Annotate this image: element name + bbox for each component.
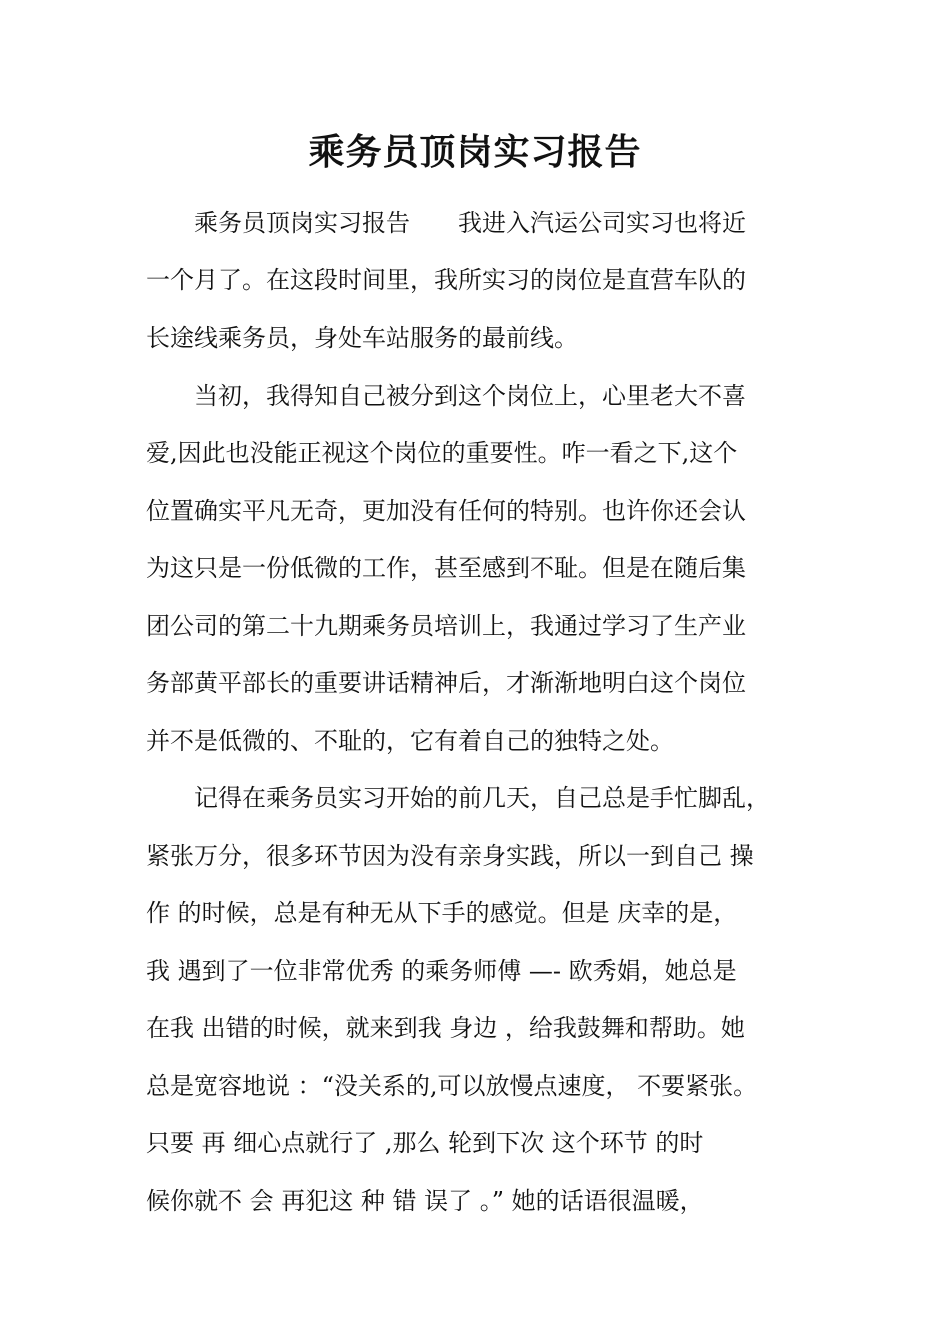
body-line: 位置确实平凡无奇，更加没有任何的特别。也许你还会认 — [146, 497, 746, 525]
body-line: 作 的时候，总是有种无从下手的感觉。但是 庆幸的是， — [146, 899, 738, 927]
body-line: 只要 再 细心点就行了 ,那么 轮到下次 这个环节 的时 — [146, 1129, 704, 1157]
body-line: 当初，我得知自己被分到这个岗位上，心里老大不喜 — [146, 382, 746, 410]
body-line: 并不是低微的、不耻的，它有着自己的独特之处。 — [146, 727, 674, 755]
body-line: 乘务员顶岗实习报告 我进入汽运公司实习也将近 — [146, 209, 746, 237]
body-line: 紧张万分，很多环节因为没有亲身实践，所以一到自己 操 — [146, 842, 754, 870]
body-line: 爱,因此也没能正视这个岗位的重要性。咋一看之下,这个 — [146, 439, 738, 467]
body-line: 候你就不 会 再犯这 种 错 误了 。” 她的话语很温暖， — [146, 1187, 704, 1215]
document-title: 乘务员顶岗实习报告 — [308, 131, 642, 173]
body-line: 长途线乘务员，身处车站服务的最前线。 — [146, 324, 578, 352]
body-line: 务部黄平部长的重要讲话精神后，才渐渐地明白这个岗位 — [146, 669, 746, 697]
body-line: 记得在乘务员实习开始的前几天，自己总是手忙脚乱， — [146, 784, 770, 812]
body-line: 一个月了。在这段时间里，我所实习的岗位是直营车队的 — [146, 266, 746, 294]
body-line: 团公司的第二十九期乘务员培训上，我通过学习了生产业 — [146, 612, 746, 640]
body-line: 总是宽容地说 ：“没关系的,可以放慢点速度， 不要紧张。 — [146, 1072, 758, 1100]
body-line: 我 遇到了一位非常优秀 的乘务师傅 —- 欧秀娟，她总是 — [146, 957, 737, 985]
body-line: 为这只是一份低微的工作，甚至感到不耻。但是在随后集 — [146, 554, 746, 582]
body-line: 在我 出错的时候，就来到我 身边 ，给我鼓舞和帮助。她 — [146, 1014, 745, 1042]
